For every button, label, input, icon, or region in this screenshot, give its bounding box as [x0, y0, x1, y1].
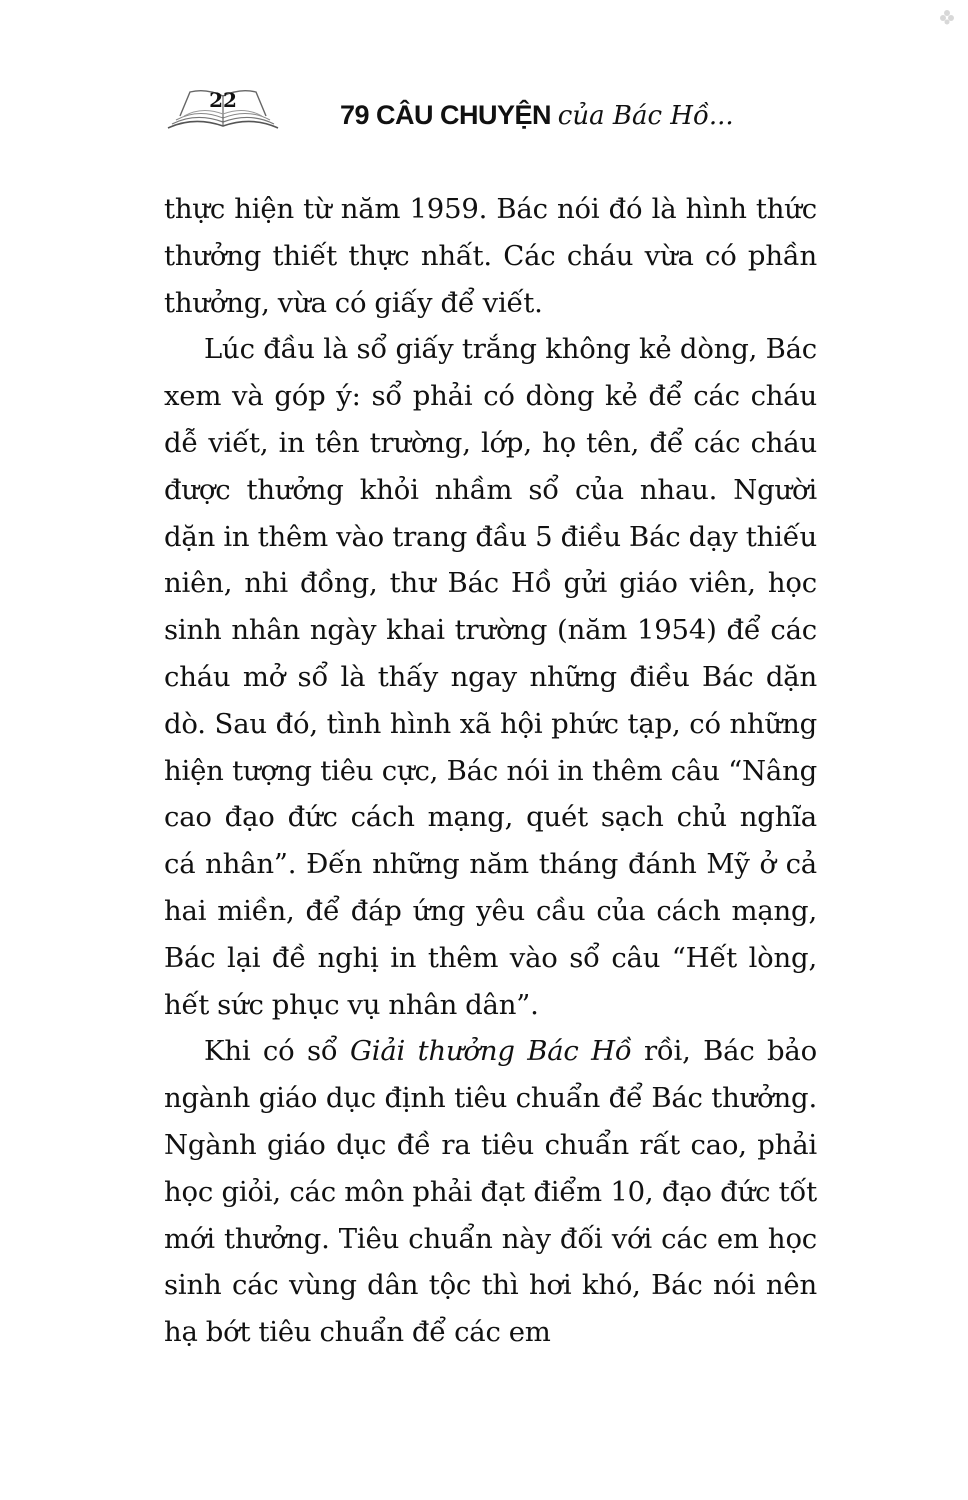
running-head-script: của Bác Hồ...: [557, 101, 734, 131]
running-head-title: [340, 98, 734, 133]
paragraph-3-lead: Khi có sổ: [204, 1035, 350, 1068]
running-head-caps: 79 CÂU CHUYỆN: [340, 100, 552, 130]
page-number: 22: [209, 88, 237, 112]
paragraph-2: Lúc đầu là sổ giấy trắng không kẻ dòng, Bác xem và góp ý: sổ phải có dòng kẻ để các cháu dễ viết, in tên trường, lớp, họ tên, để các cháu được thưởng khỏi nhầm sổ của nhau. Người dặn in thêm vào trang đầu 5 điều Bác dạy thiếu niên, nhi đồng, thư Bác Hồ gửi giáo viên, học sinh nhân ngày khai trường (năm 1954) để các cháu mở sổ là thấy ngay những điều Bác dặn dò. Sau đó, tình hình xã hội phức tạp, có những hiện tượng tiêu cực, Bác nói in thêm câu “Nâng cao đạo đức cách mạng, quét sạch chủ nghĩa cá nhân”. Đến những năm tháng đánh Mỹ ở cả hai miền, để đáp ứng yêu cầu của cách mạng, Bác lại đề nghị in thêm vào sổ câu “Hết lòng, hết sức phục vụ nhân dân”.: [164, 333, 817, 1021]
paragraph-1: thực hiện từ năm 1959. Bác nói đó là hình thức thưởng thiết thực nhất. Các cháu vừa có phần thưởng, vừa có giấy để viết.: [164, 193, 817, 319]
paragraph-3-italic-title: Giải thưởng Bác Hồ: [349, 1035, 632, 1068]
flower-watermark-icon: [938, 8, 956, 26]
paragraph-3-rest: rồi, Bác bảo ngành giáo dục định tiêu chuẩn để Bác thưởng. Ngành giáo dục đề ra tiêu chuẩn rất cao, phải học giỏi, các môn phải đạt điểm 10, đạo đức tốt mới thưởng. Tiêu chuẩn này đối với các em học sinh các vùng dân tộc thì hơi khó, Bác nói nên hạ bớt tiêu chuẩn để các em: [164, 1035, 817, 1349]
page-header: [164, 82, 824, 142]
paragraph-3: [164, 1028, 817, 1356]
body-text: [164, 186, 817, 1356]
